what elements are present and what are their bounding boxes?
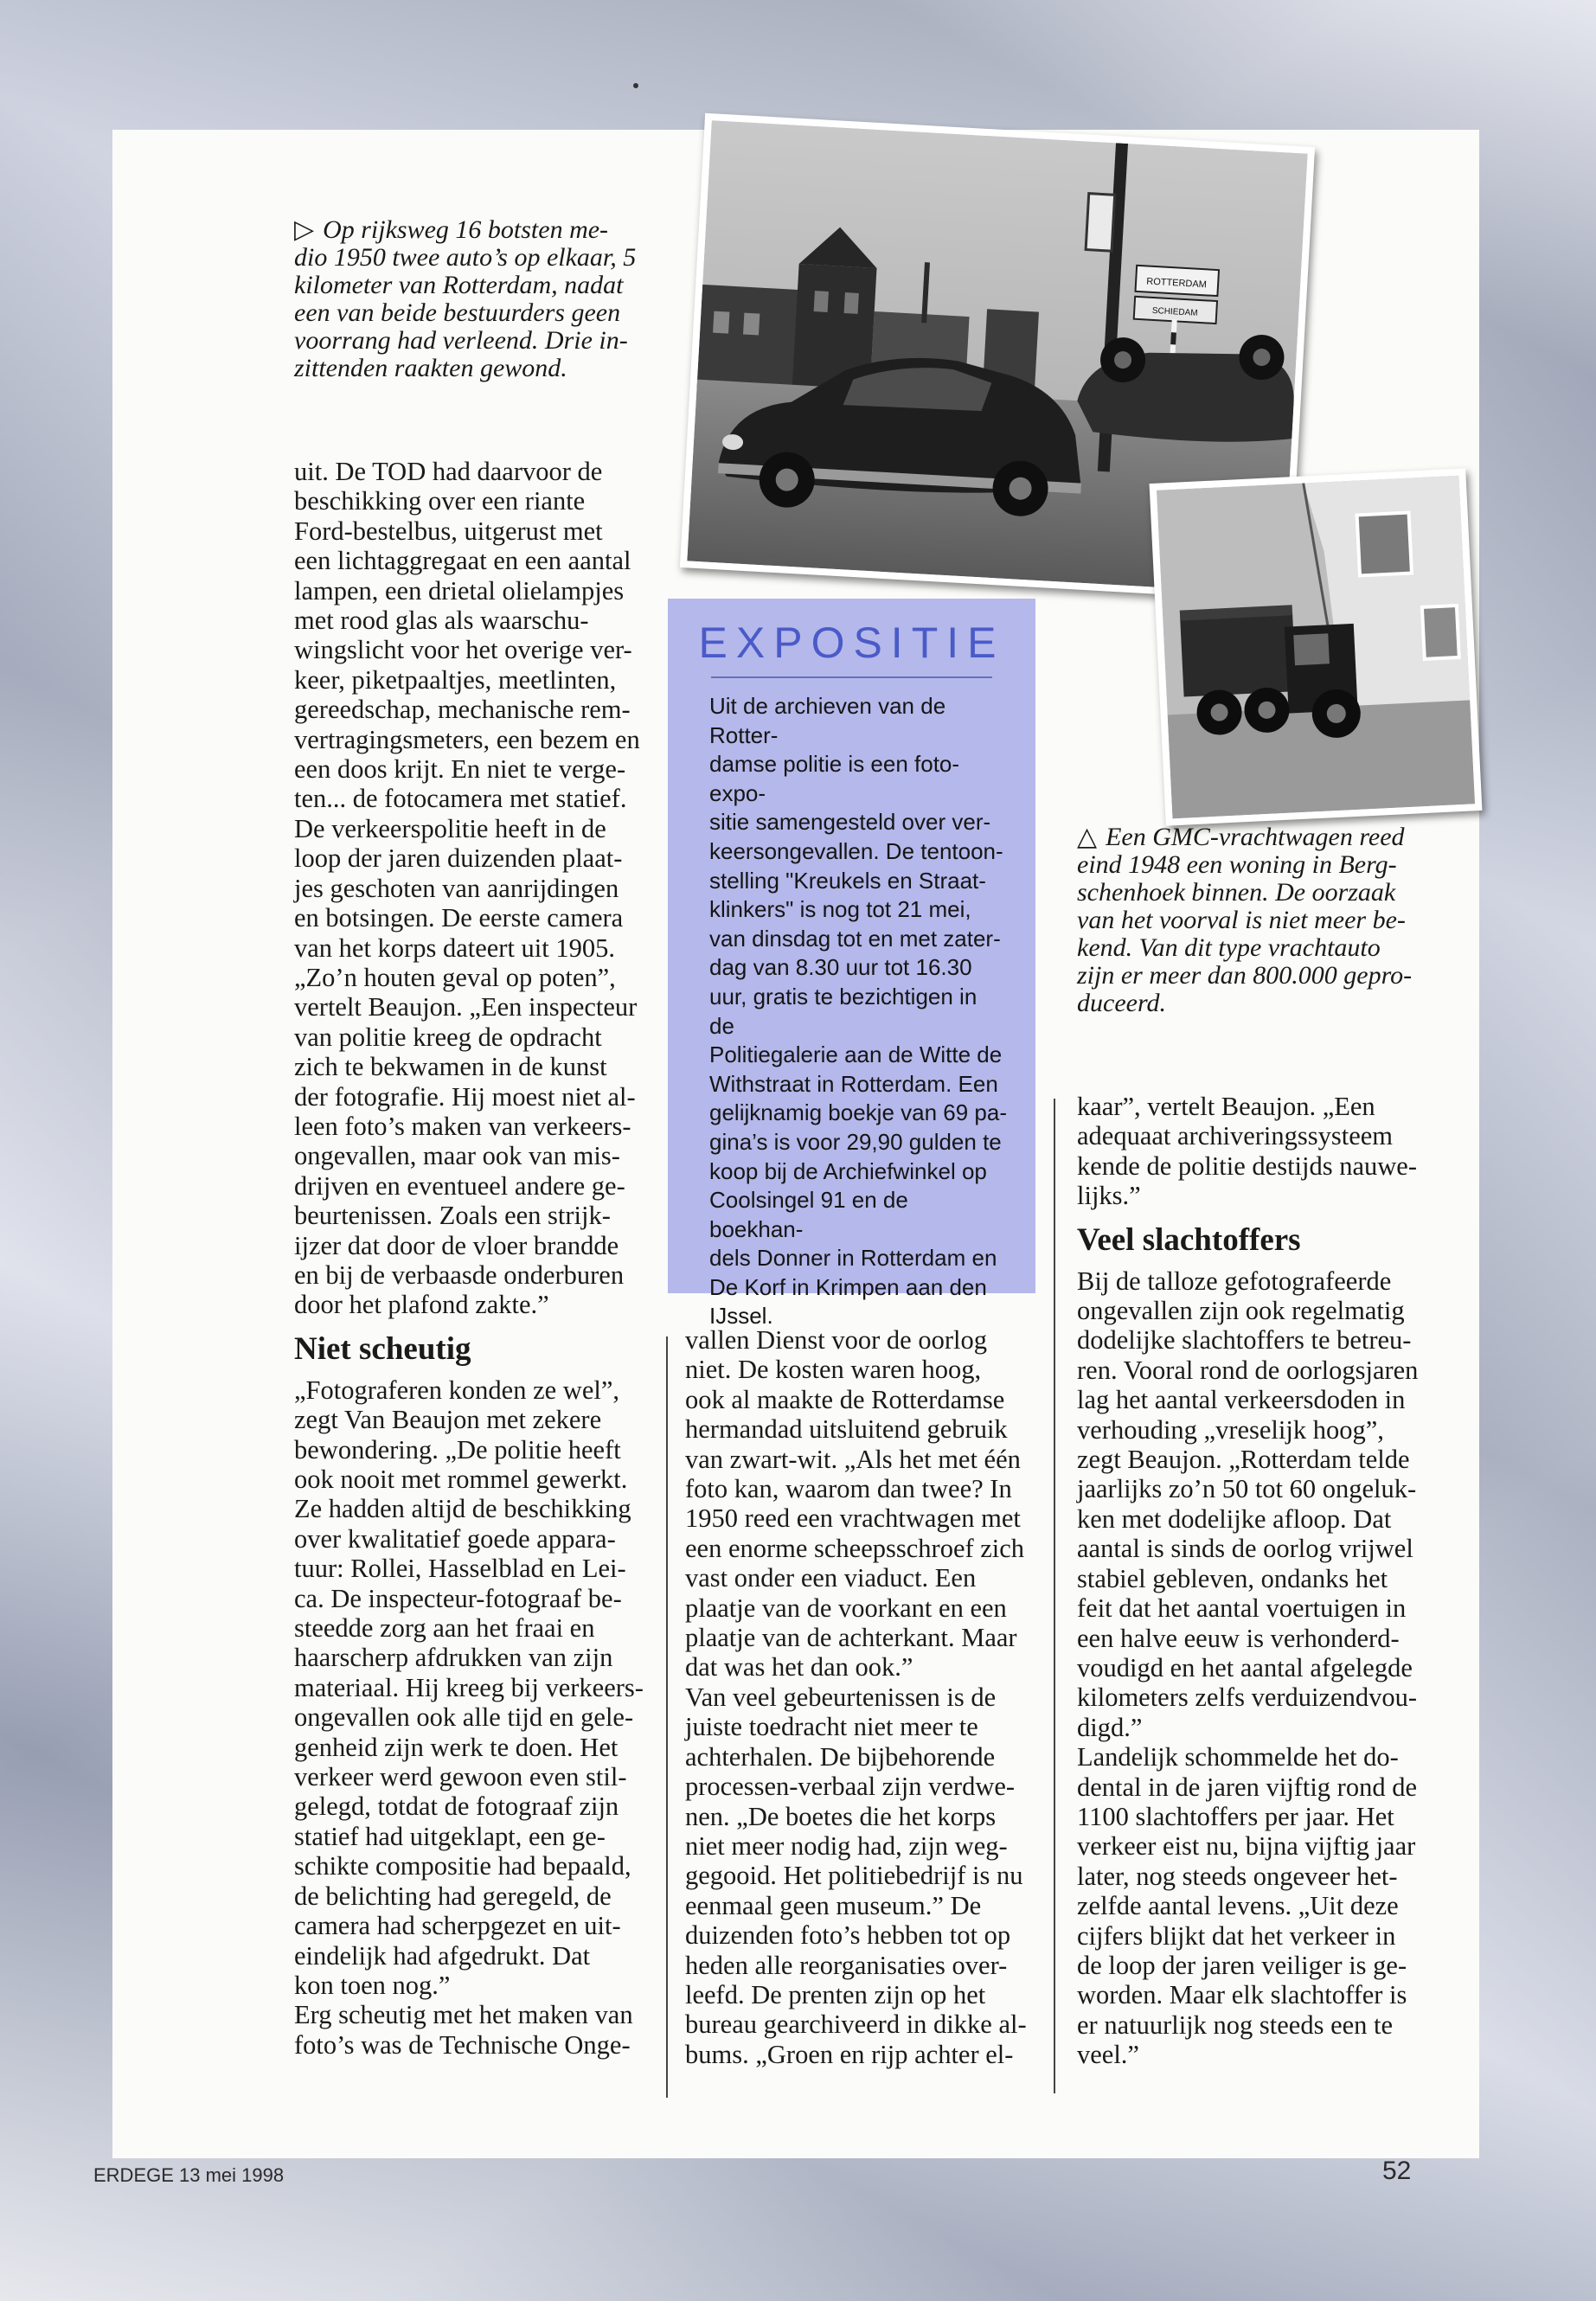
text-line: foto’s was de Technische Onge- [294,2029,631,2060]
text-line: en bij de verbaasde onderburen [294,1259,625,1290]
exposition-box [668,599,1035,1330]
text-line: stabiel gebleven, ondanks het [1077,1563,1388,1593]
caption-text: Op rijksweg 16 botsten me- [323,215,609,244]
text-line: ook al maakte de Rotterdamse [685,1384,1005,1414]
text-line: kaar”, vertelt Beaujon. „Een [1077,1092,1375,1121]
page-number: 52 [1382,2157,1412,2185]
text-line: eindelijk had afgedrukt. Dat [294,1940,591,1971]
caption-line: zittenden raakten gewond. [294,354,567,382]
text-line: bums. „Groen en rijp achter el- [685,2039,1014,2069]
text-line: 1100 slachtoffers per jaar. Het [1077,1801,1394,1831]
text-line: schikte compositie had bepaald, [294,1851,631,1881]
text-line: dodelijke slachtoffers te betreu- [1077,1325,1412,1356]
column-rule [1054,1099,1055,2093]
text-line: kon toen nog.” [294,1970,451,2000]
text-line: nen. „De boetes die het korps [685,1801,997,1831]
text-line: materiaal. Hij kreeg bij verkeers- [294,1672,644,1702]
text-line: loop der jaren duizenden plaat- [294,843,623,874]
text-line: voudigd en het aantal afgelegde [1077,1652,1413,1682]
text-line: jaarlijks zo’n 50 tot 60 ongeluk- [1077,1474,1417,1504]
text-line: processen-verbaal zijn verdwe- [685,1772,1016,1802]
caption-line [294,216,675,244]
expo-line: stelling "Kreukels en Straat- [709,867,986,894]
paragraph [1077,1266,1449,2070]
text-line: keer, piketpaaltjes, meetlinten, [294,664,617,695]
text-line: van politie kreeg de opdracht [294,1022,602,1052]
text-line: wingslicht voor het overige ver- [294,635,632,665]
expo-line: klinkers" is nog tot 21 mei, [709,896,971,923]
road-sign-text: SCHIEDAM [1151,305,1198,318]
text-line: Ford-bestelbus, uitgerust met [294,516,603,546]
text-line: bureau gearchiveerd in dikke al- [685,2009,1027,2040]
text-line: door het plafond zakte.” [294,1290,549,1320]
text-line: ongevallen, maar ook van mis- [294,1141,620,1171]
expo-line: van dinsdag tot en met zater- [709,925,1001,952]
text-line: ongevallen zijn ook regelmatig [1077,1296,1405,1326]
text-line: ken met dodelijke afloop. Dat [1077,1503,1392,1534]
text-line: dental in de jaren vijftig rond de [1077,1772,1417,1802]
text-line: plaatje van de voorkant en een [685,1593,1007,1623]
text-line: foto kan, waarom dan twee? In [685,1474,1012,1504]
text-line: drijven en eventueel andere ge- [294,1170,625,1201]
text-line: vertragingsmeters, een bezem en [294,724,640,754]
expo-line: Uit de archieven van de Rotter- [709,693,946,748]
exposition-divider [711,676,992,678]
text-line: Landelijk schommelde het do- [1077,1742,1399,1772]
caption-line: schenhoek binnen. De oorzaak [1077,878,1396,907]
text-line: vertelt Beaujon. „Een inspecteur [294,992,638,1022]
text-line: ren. Vooral rond de oorlogsjaren [1077,1355,1419,1385]
text-line: steedde zorg aan het fraai en [294,1613,595,1644]
text-line: over kwalitatief goede appara- [294,1523,616,1554]
text-line: De verkeerspolitie heeft in de [294,813,606,843]
text-line: 1950 reed een vrachtwagen met [685,1503,1021,1534]
text-line: ongevallen ook alle tijd en gele- [294,1702,634,1733]
text-line: Van veel gebeurtenissen is de [685,1682,997,1712]
expo-line: Coolsingel 91 en de boekhan- [709,1187,908,1242]
text-line: beurtenissen. Zoals een strijk- [294,1201,611,1231]
photo-truck-house [1150,468,1483,825]
paragraph [294,1375,657,2060]
caption-line: van het voorval is niet meer be- [1077,906,1406,934]
text-line: leen foto’s maken van verkeers- [294,1111,631,1141]
text-line: achterhalen. De bijbehorende [685,1741,996,1772]
text-line: ca. De inspecteur-fotograaf be- [294,1583,622,1613]
expo-line: dag van 8.30 uur tot 16.30 [709,954,972,981]
text-line: genheid zijn werk te doen. Het [294,1732,619,1762]
magazine-footer: ERDEGE 13 mei 1998 [93,2164,285,2186]
caption-line: duceerd. [1077,989,1167,1017]
text-line: lag het aantal verkeersdoden in [1077,1385,1406,1415]
expo-line: De Korf in Krimpen aan den [709,1273,987,1300]
text-line: digd.” [1077,1712,1143,1742]
ink-dot [633,83,638,88]
text-line: en botsingen. De eerste camera [294,903,624,933]
text-line: gelegd, totdat de fotograaf zijn [294,1791,619,1822]
text-line: statief had uitgeklapt, een ge- [294,1821,606,1851]
caption-line: zijn er meer dan 800.000 gepro- [1077,961,1413,990]
text-line: van zwart-wit. „Als het met één [685,1444,1021,1474]
text-line: hermandad uitsluitend gebruik [685,1414,1008,1445]
text-line: een enorme scheepsschroef zich [685,1533,1025,1563]
text-line: jes geschoten van aanrijdingen [294,873,619,903]
text-line: zelfde aantal levens. „Uit deze [1077,1891,1399,1921]
text-line: niet. De kosten waren hoog, [685,1355,982,1385]
text-line: een halve eeuw is verhonderd- [1077,1623,1400,1653]
text-line: uit. De TOD had daarvoor de [294,457,603,486]
text-line: de belichting had geregeld, de [294,1881,612,1911]
expo-line: uur, gratis te bezichtigen in de [709,983,977,1039]
text-line: zegt Beaujon. „Rotterdam telde [1077,1445,1410,1475]
text-line: plaatje van de achterkant. Maar [685,1623,1017,1653]
paragraph [685,1325,1048,2069]
text-line: een lichtaggregaat en een aantal [294,546,631,576]
text-line: beschikking over een riante [294,486,586,516]
expo-line: gina’s is voor 29,90 gulden te [709,1128,1002,1155]
text-line: „Zo’n houten geval op poten”, [294,962,616,992]
text-line: gereedschap, mechanische rem- [294,695,631,725]
text-line: juiste toedracht niet meer te [685,1712,978,1742]
text-line: verhouding „vreselijk hoog”, [1077,1414,1384,1445]
text-line: duizenden foto’s hebben tot op [685,1920,1011,1951]
text-line: feit dat het aantal voertuigen in [1077,1593,1407,1624]
text-line: zich te bekwamen in de kunst [294,1052,607,1082]
text-line: haarscherp afdrukken van zijn [294,1643,613,1673]
text-line: tuur: Rollei, Hasselblad en Lei- [294,1554,626,1584]
text-line: lijks.” [1077,1181,1141,1211]
text-line: kilometers zelfs verduizendvou- [1077,1682,1417,1713]
text-line: met rood glas als waarschu- [294,606,589,636]
paragraph [294,457,657,1320]
text-line: Ze hadden altijd de beschikking [294,1494,631,1524]
photo-caption-top [294,216,675,382]
triangle-up-icon: △ [1077,823,1098,851]
text-line: kende de politie destijds nauwe- [1077,1150,1418,1181]
caption-line: een van beide bestuurders geen [294,298,621,327]
photo-caption-right [1077,824,1458,1017]
article-column-2 [685,1325,1048,2069]
text-line: der fotografie. Hij moest niet al- [294,1081,636,1112]
text-line: veel.” [1077,2040,1139,2070]
caption-line: kilometer van Rotterdam, nadat [294,271,624,299]
text-line: niet meer nodig had, zijn weg- [685,1830,1008,1861]
column-rule [666,1336,668,2098]
text-line: er natuurlijk nog steeds een te [1077,2009,1394,2040]
text-line: Bij de talloze gefotografeerde [1077,1266,1392,1296]
text-line: eenmaal geen museum.” De [685,1890,982,1920]
text-line: dat was het dan ook.” [685,1652,913,1682]
text-line: vallen Dienst voor de oorlog [685,1325,987,1355]
text-line: zegt Van Beaujon met zekere [294,1405,602,1435]
caption-line: dio 1950 twee auto’s op elkaar, 5 [294,243,637,272]
exposition-title: EXPOSITIE [698,619,1005,667]
text-line: ten... de fotocamera met statief. [294,784,627,814]
text-line: lampen, een drietal olielampjes [294,575,625,606]
text-line: gegooid. Het politiebedrijf is nu [685,1861,1023,1891]
text-line: een doos krijt. En niet te verge- [294,754,626,785]
text-line: aantal is sinds de oorlog vrijwel [1077,1534,1413,1564]
text-line: heden alle reorganisaties over- [685,1950,1008,1980]
expo-line: keersongevallen. De tentoon- [709,837,1003,864]
text-line: ook nooit met rommel gewerkt. [294,1465,628,1494]
text-line: bewondering. „De politie heeft [294,1434,621,1465]
text-line: Erg scheutig met het maken van [294,2000,633,2030]
text-line: vast onder een viaduct. Een [685,1563,977,1593]
expo-line: gelijknamig boekje van 69 pa- [709,1099,1007,1126]
text-line: verkeer eist nu, bijna vijftig jaar [1077,1831,1416,1862]
text-line: de loop der jaren veiliger is ge- [1077,1950,1407,1980]
caption-line: eind 1948 een woning in Berg- [1077,850,1397,879]
expo-line: IJssel. [709,1303,773,1330]
caption-line: voorrang had verleend. Drie in- [294,326,628,355]
text-line: leefd. De prenten zijn op het [685,1979,986,2009]
expo-line: Withstraat in Rotterdam. Een [709,1070,998,1097]
triangle-right-icon: ▷ [294,215,315,244]
text-line: verkeer werd gewoon even stil- [294,1762,627,1792]
expo-line: damse politie is een foto-expo- [709,751,960,806]
text-line: camera had scherpgezet en uit- [294,1911,621,1941]
paragraph [1077,1092,1449,1211]
expo-line: Politiegalerie aan de Witte de [709,1042,1003,1068]
expo-line: koop bij de Archiefwinkel op [709,1157,987,1184]
text-line: cijfers blijkt dat het verkeer in [1077,1920,1396,1951]
text-line: van het korps dateert uit 1905. [294,933,615,963]
road-sign-text: ROTTERDAM [1145,276,1208,291]
text-line: ijzer dat door de vloer brandde [294,1230,619,1260]
caption-line: kend. Van dit type vrachtauto [1077,933,1381,962]
text-line: worden. Maar elk slachtoffer is [1077,1980,1407,2010]
article-column-1 [294,457,657,2060]
expo-line: sitie samengesteld over ver- [709,809,991,836]
exposition-body [709,692,1008,1331]
truck-house-image [1157,476,1475,819]
article-column-3 [1077,1092,1449,2070]
caption-line [1077,824,1458,851]
section-heading: Niet scheutig [294,1330,471,1367]
text-line: later, nog steeds ongeveer het- [1077,1861,1398,1891]
caption-text: Een GMC-vrachtwagen reed [1106,823,1405,851]
text-line: adequaat archiveringssysteem [1077,1121,1394,1151]
section-heading: Veel slachtoffers [1077,1221,1301,1258]
text-line: „Fotograferen konden ze wel”, [294,1375,619,1405]
expo-line: dels Donner in Rotterdam en [709,1245,997,1272]
